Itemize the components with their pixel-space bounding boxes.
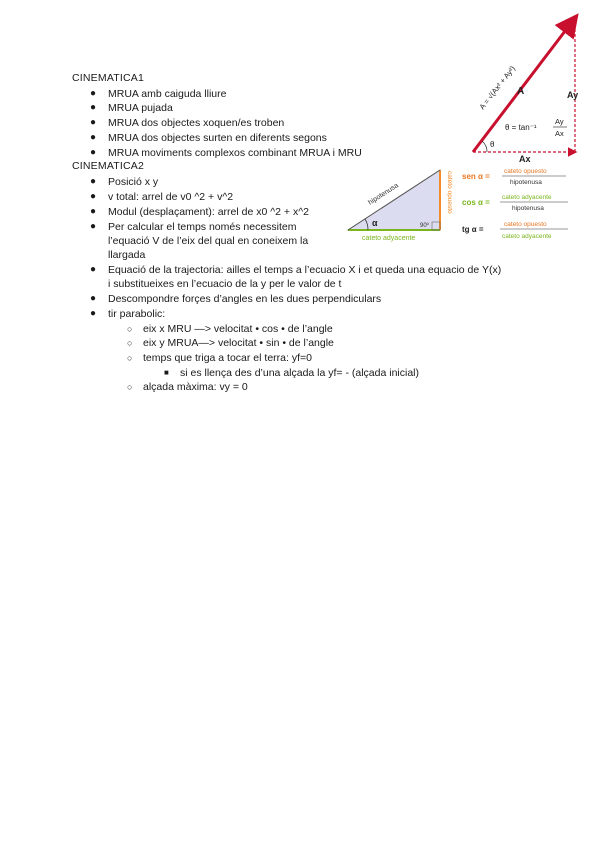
formula-denominator: hipotenusa xyxy=(510,179,542,186)
list-item: ● Equació de la trajectoria: ailles el temps a l’ecuacio X i et queda una equacio de Y(x) xyxy=(90,264,502,276)
bullet-icon: ● xyxy=(90,221,97,232)
alpha-label: α xyxy=(372,218,378,228)
list-item: ● tir parabolic: xyxy=(90,308,166,320)
list-item: ● Descompondre forçes d’angles en les dues perpendiculars xyxy=(90,293,382,305)
adjacent-label: cateto adyacente xyxy=(362,235,416,242)
vector-label: A xyxy=(517,86,525,97)
bullet-icon: ● xyxy=(90,147,97,158)
opposite-label: cateto opuesto xyxy=(446,171,453,214)
circle-bullet-icon: ○ xyxy=(127,353,133,363)
square-bullet-icon: ■ xyxy=(164,368,169,377)
bullet-icon: ● xyxy=(90,132,97,143)
list-item: ● v total: arrel de v0 ^2 + v^2 xyxy=(90,191,234,203)
formula-fn: cos α = xyxy=(462,198,490,207)
list-item-continuation: i substitueixes en l’ecuacio de la y per le valor de t xyxy=(108,278,342,290)
circle-bullet-icon: ○ xyxy=(127,382,133,392)
hypotenuse-label: hipotenusa xyxy=(367,182,400,207)
theta-label: θ xyxy=(490,140,495,149)
bullet-icon: ● xyxy=(90,308,97,319)
ax-label: Ax xyxy=(519,154,531,164)
sub-list-item: ○ temps que triga a tocar el terra: yf=0 xyxy=(127,352,312,364)
right-angle-label: 90º xyxy=(420,223,429,229)
fraction-denominator: Ax xyxy=(555,129,564,138)
trig-formulas xyxy=(458,165,600,245)
section-title-cinematica1: CINEMATICA1 xyxy=(72,72,145,84)
formula-denominator: hipotenusa xyxy=(512,205,544,212)
vector-diagram xyxy=(465,10,585,165)
list-item: ● MRUA pujada xyxy=(90,102,173,114)
list-item-continuation: l’equació V de l’eix del qual en coneixem la xyxy=(108,235,309,247)
list-item: ● Posició x y xyxy=(90,176,159,188)
sub-list-item: ○ alçada màxima: vy = 0 xyxy=(127,381,248,393)
bullet-icon: ● xyxy=(90,117,97,128)
bullet-icon: ● xyxy=(90,293,97,304)
formula-fn: tg α = xyxy=(462,225,484,234)
bullet-icon: ● xyxy=(90,102,97,113)
list-item: ● Modul (desplaçament): arrel de x0 ^2 + x^2 xyxy=(90,206,309,218)
list-item: ● MRUA dos objectes xoquen/es troben xyxy=(90,117,285,129)
list-item: ● Per calcular el temps només necessitem xyxy=(90,221,297,233)
sub-list-item: ○ eix y MRUA—> velocitat • sin • de l’angle xyxy=(127,337,334,349)
list-item: ● MRUA amb caiguda lliure xyxy=(90,88,227,100)
fraction-numerator: Ay xyxy=(555,117,564,126)
formula-numerator: cateto opuesto xyxy=(504,168,547,175)
circle-bullet-icon: ○ xyxy=(127,324,133,334)
section-title-cinematica2: CINEMATICA2 xyxy=(72,160,145,172)
magnitude-label: A = √(Ax² + Ay²) xyxy=(477,64,518,112)
triangle-diagram xyxy=(340,165,460,245)
formula-denominator: cateto adyacente xyxy=(502,233,552,240)
list-item: ● MRUA moviments complexos combinant MRUA i MRU xyxy=(90,147,362,159)
bullet-icon: ● xyxy=(90,191,97,202)
formula-fn: sen α = xyxy=(462,172,490,181)
bullet-icon: ● xyxy=(90,206,97,217)
sub-list-item: ○ eix x MRU —> velocitat • cos • de l’angle xyxy=(127,323,333,335)
theta-formula: θ = tan⁻¹ xyxy=(505,123,537,132)
bullet-icon: ● xyxy=(90,88,97,99)
list-item-continuation: llargada xyxy=(108,249,146,261)
formula-numerator: cateto opuesto xyxy=(504,221,547,228)
formula-numerator: cateto adyacente xyxy=(502,194,552,201)
sub-sub-list-item: ■ si es llença des d’una alçada la yf= - (alçada inicial) xyxy=(164,367,420,379)
ay-label: Ay xyxy=(567,90,579,100)
circle-bullet-icon: ○ xyxy=(127,338,133,348)
bullet-icon: ● xyxy=(90,264,97,275)
list-item: ● MRUA dos objectes surten en diferents segons xyxy=(90,132,327,144)
bullet-icon: ● xyxy=(90,176,97,187)
